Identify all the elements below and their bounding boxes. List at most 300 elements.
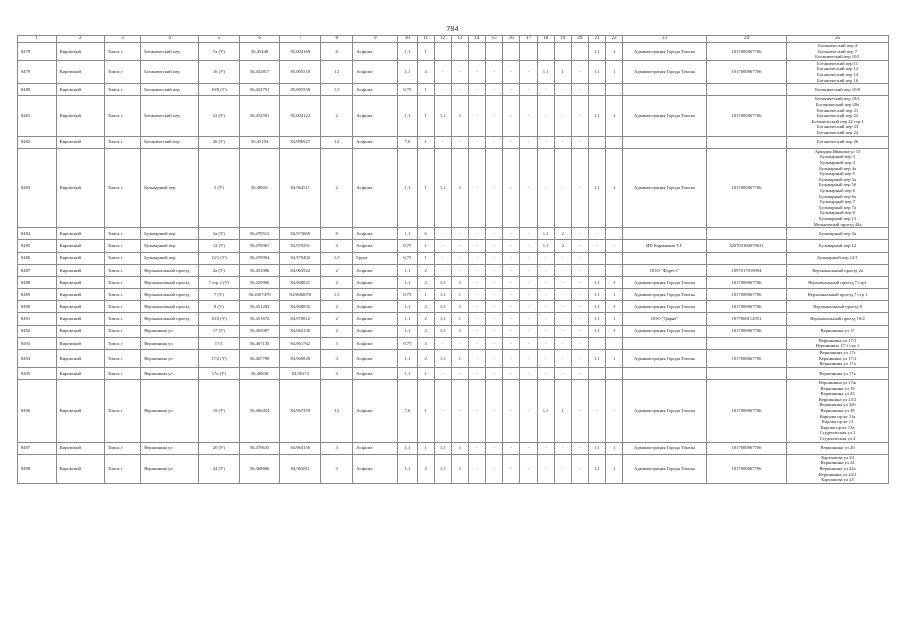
table-cell bbox=[588, 367, 605, 379]
table-cell: 1,1 bbox=[398, 313, 417, 325]
table-cell: 22 (У) bbox=[199, 96, 240, 136]
address-line: Вершинина ул 32б bbox=[819, 402, 856, 408]
table-cell: - bbox=[503, 148, 520, 227]
table-cell: Верхканальный проезд bbox=[141, 289, 199, 301]
table-cell: 1 bbox=[606, 442, 623, 454]
address-line: Вершинина ул 17/1 bbox=[818, 337, 857, 343]
table-cell: - bbox=[520, 264, 537, 276]
table-cell: - bbox=[503, 337, 520, 349]
column-number-cell: 13 bbox=[451, 36, 468, 43]
table-cell: 17/1 bbox=[199, 337, 240, 349]
table-cell: 3 bbox=[417, 337, 434, 349]
table-cell: 1,1 bbox=[588, 454, 605, 483]
table-cell: 1,5 bbox=[321, 289, 353, 301]
table-cell: 1 bbox=[417, 43, 434, 61]
column-number-cell: 19 bbox=[554, 36, 571, 43]
column-number-cell: 6 bbox=[239, 36, 280, 43]
address-line: Бульварный пер 13 bbox=[818, 215, 857, 221]
table-cell: - bbox=[520, 454, 537, 483]
table-cell bbox=[706, 252, 786, 264]
table-cell bbox=[606, 337, 623, 349]
table-cell: - bbox=[554, 454, 571, 483]
table-cell bbox=[588, 84, 605, 96]
table-cell: - bbox=[520, 337, 537, 349]
table-cell: Ботанический пер bbox=[141, 136, 199, 148]
table-cell: - bbox=[520, 325, 537, 337]
table-cell: Асфальт bbox=[353, 228, 398, 240]
table-cell: 56,470635 bbox=[239, 442, 280, 454]
table-cell: Томск г bbox=[104, 148, 140, 227]
table-cell: Томск г bbox=[104, 337, 140, 349]
table-cell: - bbox=[503, 60, 520, 83]
table-cell: 1 bbox=[554, 60, 571, 83]
table-cell: 1 bbox=[451, 325, 468, 337]
table-cell: - bbox=[434, 337, 451, 349]
table-cell bbox=[554, 43, 571, 61]
address-line: Ботанический пер 26 bbox=[816, 139, 859, 145]
table-cell bbox=[706, 136, 786, 148]
table-cell: - bbox=[606, 240, 623, 252]
table-cell: 8478 bbox=[18, 43, 57, 61]
address-line: Вершинина ул 17а bbox=[819, 361, 856, 367]
table-cell bbox=[588, 337, 605, 349]
table-cell: Кировский bbox=[56, 380, 104, 443]
table-cell: 1 bbox=[606, 43, 623, 61]
address-line: Ботанический пер 11 bbox=[817, 60, 859, 66]
table-cell: - bbox=[503, 313, 520, 325]
table-cell: - bbox=[554, 264, 571, 276]
table-cell: - bbox=[571, 276, 588, 288]
table-cell: - bbox=[486, 60, 503, 83]
table-cell: 2 bbox=[321, 301, 353, 313]
table-cell: 1 bbox=[451, 454, 468, 483]
table-cell: 20 (У) bbox=[199, 442, 240, 454]
table-cell: 1 bbox=[606, 96, 623, 136]
address-line: Вершинина ул 17/2 bbox=[818, 355, 857, 361]
table-cell: 12/1 (У) bbox=[199, 252, 240, 264]
table-cell: Администрация Города Томска bbox=[623, 148, 707, 227]
table-cell: - bbox=[503, 301, 520, 313]
table-cell: 1,5 bbox=[321, 252, 353, 264]
table-cell: Томск г bbox=[104, 367, 140, 379]
table-cell: 1017000867706 bbox=[706, 350, 786, 368]
table-cell: 1,1 bbox=[398, 454, 417, 483]
table-cell: 85,004122 bbox=[280, 96, 321, 136]
table-cell: Вершинина ул bbox=[141, 380, 199, 443]
table-cell: - bbox=[468, 60, 485, 83]
table-cell: Кировский bbox=[56, 367, 104, 379]
table-cell: 10/8 (У) bbox=[199, 84, 240, 96]
table-cell: 1,1 bbox=[398, 96, 417, 136]
address-line: Ботанический пер 22 bbox=[816, 113, 859, 119]
table-cell: 1 bbox=[606, 289, 623, 301]
table-cell: - bbox=[434, 60, 451, 83]
table-cell: 1 bbox=[606, 350, 623, 368]
table-cell: Асфальт bbox=[353, 337, 398, 349]
table-cell: 56,467788 bbox=[239, 350, 280, 368]
table-cell: 0,75 bbox=[398, 252, 417, 264]
table-cell: 0,75 bbox=[398, 240, 417, 252]
table-cell bbox=[623, 136, 707, 148]
table-cell: - bbox=[486, 325, 503, 337]
table-cell: 2 bbox=[417, 350, 434, 368]
table-cell: 56,450906 bbox=[239, 276, 280, 288]
table-cell: 1 bbox=[451, 313, 468, 325]
column-number-cell: 16 bbox=[503, 36, 520, 43]
table-cell: 85,005558 bbox=[280, 84, 321, 96]
table-cell: 84,965922 bbox=[280, 264, 321, 276]
table-cell: - bbox=[554, 301, 571, 313]
table-cell: 2 bbox=[321, 148, 353, 227]
table-cell: 3а (У) bbox=[199, 228, 240, 240]
table-cell: 1017000867706 bbox=[706, 60, 786, 83]
table-cell: Администрация Города Томска bbox=[623, 96, 707, 136]
table-cell: - bbox=[468, 240, 485, 252]
table-cell: Томск г bbox=[104, 442, 140, 454]
column-number-cell: 24 bbox=[706, 36, 786, 43]
table-cell: Вершинина ул bbox=[141, 442, 199, 454]
table-cell: 7 (У) bbox=[199, 289, 240, 301]
table-cell: - bbox=[571, 264, 588, 276]
table-cell bbox=[606, 264, 623, 276]
table-row bbox=[18, 454, 889, 483]
column-number-cell: 4 bbox=[141, 36, 199, 43]
table-cell bbox=[606, 228, 623, 240]
table-cell: - bbox=[571, 84, 588, 96]
table-cell: 2а (У) bbox=[199, 264, 240, 276]
table-cell: - bbox=[537, 252, 554, 264]
table-cell: 56,470512 bbox=[239, 228, 280, 240]
table-cell: 24 (У) bbox=[199, 454, 240, 483]
table-cell bbox=[571, 43, 588, 61]
table-cell bbox=[434, 43, 451, 61]
table-cell: 1 bbox=[417, 148, 434, 227]
table-cell: 1,1 bbox=[588, 301, 605, 313]
table-row bbox=[18, 301, 889, 313]
table-cell: 10/2 (У) bbox=[199, 313, 240, 325]
table-cell: Кировский bbox=[56, 136, 104, 148]
table-cell bbox=[623, 252, 707, 264]
table-cell: - bbox=[503, 367, 520, 379]
table-cell: 8496 bbox=[18, 380, 57, 443]
table-cell: 3 bbox=[321, 337, 353, 349]
table-cell: 8495 bbox=[18, 367, 57, 379]
column-number-cell: 9 bbox=[353, 36, 398, 43]
table-cell: 1 bbox=[606, 454, 623, 483]
table-cell: 5 (У) bbox=[199, 148, 240, 227]
table-cell: 1,1 bbox=[434, 96, 451, 136]
table-cell: Асфальт bbox=[353, 350, 398, 368]
table-cell: Кировский bbox=[56, 60, 104, 83]
table-cell bbox=[623, 228, 707, 240]
table-cell: 12 bbox=[321, 60, 353, 83]
address-line: Верхканальный проезд 10/2 bbox=[810, 316, 865, 322]
table-cell: 1,1 bbox=[588, 313, 605, 325]
table-cell: - bbox=[554, 337, 571, 349]
address-line: Ботанический пер 14 bbox=[816, 71, 859, 77]
table-cell: 1,5 bbox=[321, 84, 353, 96]
table-cell: 1,1 bbox=[434, 454, 451, 483]
table-cell: 8482 bbox=[18, 136, 57, 148]
table-cell: - bbox=[571, 60, 588, 83]
table-cell: Кировский bbox=[56, 276, 104, 288]
table-cell: - bbox=[554, 136, 571, 148]
table-cell bbox=[537, 43, 554, 61]
table-row bbox=[18, 442, 889, 454]
table-row bbox=[18, 84, 889, 96]
table-cell bbox=[503, 43, 520, 61]
address-line: Вершинина ул 23/2 bbox=[818, 396, 857, 402]
column-number-cell: 25 bbox=[787, 36, 889, 43]
table-cell: - bbox=[468, 148, 485, 227]
table-cell: Кировский bbox=[56, 252, 104, 264]
table-cell: - bbox=[537, 96, 554, 136]
table-cell: - bbox=[503, 325, 520, 337]
table-cell: - bbox=[571, 96, 588, 136]
table-row bbox=[18, 367, 889, 379]
address-list-cell bbox=[787, 442, 889, 454]
table-cell: - bbox=[537, 350, 554, 368]
page-number: 784 bbox=[446, 24, 459, 33]
table-cell: ООО "Форест" bbox=[623, 264, 707, 276]
table-cell: - bbox=[588, 228, 605, 240]
table-cell: 8480 bbox=[18, 84, 57, 96]
table-cell: 1,1 bbox=[398, 43, 417, 61]
table-cell: 2 bbox=[321, 96, 353, 136]
table-cell: Томск г bbox=[104, 325, 140, 337]
column-number-cell: 22 bbox=[606, 36, 623, 43]
address-line: Верхканальный проезд 7 стр1 bbox=[808, 279, 867, 285]
table-cell: - bbox=[571, 325, 588, 337]
address-line: Вершинина ул 20 bbox=[820, 445, 855, 451]
table-cell: Кировский bbox=[56, 240, 104, 252]
table-cell: Томск г bbox=[104, 289, 140, 301]
table-cell: - bbox=[486, 350, 503, 368]
table-cell: ООО "Дафне" bbox=[623, 313, 707, 325]
table-cell: 84,964511 bbox=[280, 148, 321, 227]
table-cell: Вершинина ул bbox=[141, 454, 199, 483]
address-line: Верхканальный проезд 8 bbox=[813, 304, 862, 310]
table-cell: 7а (У) bbox=[199, 43, 240, 61]
table-cell: Кировский bbox=[56, 325, 104, 337]
table-cell: 84,968821 bbox=[280, 276, 321, 288]
table-cell: 2 bbox=[417, 454, 434, 483]
table-cell: 2 bbox=[321, 276, 353, 288]
table-cell: Администрация Города Томска bbox=[623, 325, 707, 337]
table-cell: 1 bbox=[417, 96, 434, 136]
table-cell: 56,470904 bbox=[239, 252, 280, 264]
table-cell: - bbox=[468, 136, 485, 148]
table-cell: - bbox=[554, 289, 571, 301]
table-cell: Вершинина ул bbox=[141, 337, 199, 349]
table-cell: - bbox=[537, 325, 554, 337]
table-row bbox=[18, 276, 889, 288]
table-cell: - bbox=[520, 301, 537, 313]
table-cell: Ботанический пер bbox=[141, 84, 199, 96]
address-list-cell bbox=[787, 350, 889, 368]
table-cell: - bbox=[503, 264, 520, 276]
table-cell: 1,1 bbox=[588, 276, 605, 288]
table-cell: 84,962136 bbox=[280, 325, 321, 337]
table-cell: 8487 bbox=[18, 264, 57, 276]
table-cell: - bbox=[451, 240, 468, 252]
address-line: Ботанический пер 16 bbox=[816, 77, 859, 83]
table-cell: - bbox=[503, 442, 520, 454]
address-line: Вершинина 17/1 стр 1 bbox=[816, 343, 860, 349]
table-cell: - bbox=[451, 380, 468, 443]
address-list-cell bbox=[787, 454, 889, 483]
address-line: Бульварный пер 4 bbox=[820, 159, 855, 165]
table-cell: - bbox=[451, 264, 468, 276]
table-cell: - bbox=[520, 313, 537, 325]
table-cell: - bbox=[571, 301, 588, 313]
table-cell: 84,970812 bbox=[280, 313, 321, 325]
address-line: Вершинина ул 17г bbox=[819, 350, 856, 356]
table-cell: - bbox=[520, 136, 537, 148]
column-number-cell: 12 bbox=[434, 36, 451, 43]
table-cell: Кировский bbox=[56, 442, 104, 454]
table-cell: Администрация Города Томска bbox=[623, 301, 707, 313]
address-line: Ботанический пер 22 стр 1 bbox=[811, 118, 864, 124]
table-cell: - bbox=[451, 84, 468, 96]
table-cell bbox=[706, 337, 786, 349]
table-cell: - bbox=[451, 228, 468, 240]
table-cell: Верхканальный проезд bbox=[141, 301, 199, 313]
table-row bbox=[18, 325, 889, 337]
table-cell: Асфальт bbox=[353, 276, 398, 288]
table-cell: - bbox=[451, 136, 468, 148]
table-cell: 1017000867706 bbox=[706, 96, 786, 136]
table-cell: - bbox=[554, 276, 571, 288]
column-number-cell: 5 bbox=[199, 36, 240, 43]
table-cell: 1017000867706 bbox=[706, 43, 786, 61]
table-cell: Кировский bbox=[56, 289, 104, 301]
table-cell: 1 bbox=[451, 96, 468, 136]
table-cell: 84,979291 bbox=[280, 240, 321, 252]
table-cell: 3 bbox=[321, 240, 353, 252]
table-cell: Асфальт bbox=[353, 301, 398, 313]
table-cell: - bbox=[520, 240, 537, 252]
table-cell: Грунт bbox=[353, 252, 398, 264]
table-cell: Асфальт bbox=[353, 148, 398, 227]
table-cell: 6 bbox=[417, 228, 434, 240]
table-cell: 56,45448 bbox=[239, 43, 280, 61]
table-cell: 56,451672 bbox=[239, 313, 280, 325]
table-cell: 1,1 bbox=[398, 301, 417, 313]
table-cell: - bbox=[486, 252, 503, 264]
table-cell: - bbox=[588, 380, 605, 443]
table-cell: 1 bbox=[417, 136, 434, 148]
table-cell: 1,1 bbox=[537, 240, 554, 252]
table-cell: 17/2 (У) bbox=[199, 350, 240, 368]
table-cell: Кировский bbox=[56, 264, 104, 276]
table-cell: Вершинина ул bbox=[141, 350, 199, 368]
table-cell: Кировский bbox=[56, 228, 104, 240]
table-cell bbox=[623, 367, 707, 379]
table-cell: Администрация Города Томска bbox=[623, 454, 707, 483]
table-cell: Верхканальный проезд bbox=[141, 313, 199, 325]
column-number-cell: 20 bbox=[571, 36, 588, 43]
table-cell: - bbox=[434, 228, 451, 240]
table-cell: - bbox=[486, 301, 503, 313]
table-cell: 1,1 bbox=[398, 228, 417, 240]
table-cell: - bbox=[537, 442, 554, 454]
table-cell: 1,1 bbox=[588, 43, 605, 61]
table-cell: 56,451284 bbox=[239, 301, 280, 313]
table-cell: - bbox=[503, 84, 520, 96]
table-cell: - bbox=[468, 313, 485, 325]
address-line: Ботанический пер 23 bbox=[816, 124, 859, 130]
table-cell: 12 (У) bbox=[199, 240, 240, 252]
table-cell: 1 bbox=[554, 380, 571, 443]
table-cell: Асфальт bbox=[353, 380, 398, 443]
table-cell: 2 bbox=[321, 313, 353, 325]
table-cell: - bbox=[486, 148, 503, 227]
address-line: Бульварный пер 8 bbox=[820, 210, 855, 216]
table-cell: - bbox=[486, 96, 503, 136]
table-cell: - bbox=[503, 96, 520, 136]
table-cell: 1 bbox=[606, 60, 623, 83]
table-cell: 17к (У) bbox=[199, 367, 240, 379]
table-cell: - bbox=[486, 442, 503, 454]
table-cell: 56,45194 bbox=[239, 136, 280, 148]
column-number-cell: 3 bbox=[104, 36, 140, 43]
table-cell: 8492 bbox=[18, 325, 57, 337]
table-cell: 56,468686 bbox=[239, 454, 280, 483]
table-cell: 1,1 bbox=[398, 442, 417, 454]
table-cell: Томск г bbox=[104, 96, 140, 136]
address-list-cell bbox=[787, 325, 889, 337]
table-cell: - bbox=[434, 240, 451, 252]
table-cell: Томск г bbox=[104, 276, 140, 288]
table-cell: 84,967359 bbox=[280, 380, 321, 443]
table-cell: - bbox=[468, 325, 485, 337]
address-line: Ботанический пер 21 bbox=[816, 107, 859, 113]
address-line: Вершинина ул 17к bbox=[819, 370, 856, 376]
table-cell: - bbox=[606, 380, 623, 443]
table-cell: - bbox=[588, 240, 605, 252]
table-cell: 4 bbox=[417, 60, 434, 83]
table-cell bbox=[606, 84, 623, 96]
table-cell: - bbox=[468, 442, 485, 454]
table-row bbox=[18, 148, 889, 227]
table-cell: - bbox=[520, 252, 537, 264]
table-cell: - bbox=[537, 301, 554, 313]
table-cell: 84,964156 bbox=[280, 442, 321, 454]
table-cell: 6 bbox=[321, 43, 353, 61]
table-cell: - bbox=[520, 276, 537, 288]
table-cell: 8481 bbox=[18, 96, 57, 136]
table-cell: 0,75 bbox=[398, 84, 417, 96]
address-list-cell bbox=[787, 276, 889, 288]
address-line: Ботанический пер 20а bbox=[815, 101, 860, 107]
table-cell: Томск г bbox=[104, 350, 140, 368]
table-cell: Бульварный пер bbox=[141, 252, 199, 264]
table-cell: - bbox=[486, 228, 503, 240]
table-cell: - bbox=[554, 313, 571, 325]
address-line: Бульварный пер 12/1 bbox=[817, 255, 858, 261]
table-cell: - bbox=[520, 367, 537, 379]
table-cell: 1,1 bbox=[588, 350, 605, 368]
table-cell bbox=[606, 367, 623, 379]
table-cell: - bbox=[486, 313, 503, 325]
table-row bbox=[18, 240, 889, 252]
table-cell: - bbox=[468, 289, 485, 301]
table-cell: - bbox=[537, 148, 554, 227]
table-cell: 2 bbox=[417, 264, 434, 276]
table-cell: 1 bbox=[451, 289, 468, 301]
address-line: Бульварный пер 5а bbox=[819, 176, 856, 182]
